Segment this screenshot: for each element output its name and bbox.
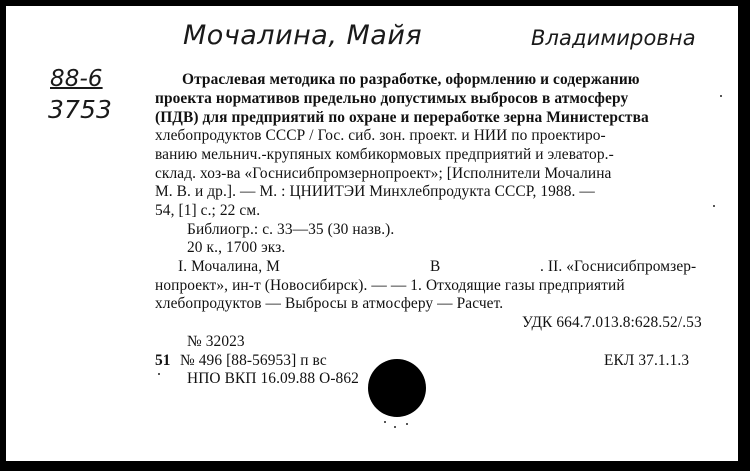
tracing-author: I. Мочалина, М	[178, 258, 280, 275]
card-number: № 32023	[187, 333, 245, 350]
tracing-corporate: . II. «Госнисибпромзер-	[540, 258, 697, 275]
tracing-author-initial: В	[430, 258, 441, 275]
scan-speck	[158, 373, 160, 375]
entry-physical-description: 54, [1] с.; 22 см.	[155, 202, 261, 219]
entry-title-line-6: склад. хоз-ва «Госнисибпромзернопроект»; [Исполнители Мочалина	[155, 165, 612, 182]
tracing-subjects-cont: хлебопродуктов — Выбросы в атмосферу — Расчет.	[155, 295, 504, 312]
handwritten-shelf-mark: 88-6	[50, 66, 103, 92]
scan-speck	[394, 426, 396, 428]
handwritten-patronymic: Владимировна	[531, 26, 696, 50]
order-prefix: 51	[155, 352, 171, 369]
ekl-code: ЕКЛ 37.1.1.3	[604, 352, 690, 369]
order-number: № 496 [88-56953] п вс	[180, 352, 327, 369]
handwritten-call-number: 3753	[48, 95, 113, 124]
handwritten-author-name: Мочалина, Майя	[183, 20, 423, 51]
edition-note: 20 к., 1700 экз.	[187, 239, 286, 256]
punch-hole	[368, 359, 426, 417]
bibliography-note: Библиогр.: с. 33—35 (30 назв.).	[187, 221, 395, 238]
scan-border-top	[0, 0, 750, 6]
scan-border-right	[738, 0, 750, 471]
scan-border-bottom	[0, 461, 750, 471]
scan-speck	[720, 95, 722, 97]
entry-title-line-3: (ПДВ) для предприятий по охране и переработке зерна Министерства	[155, 109, 649, 126]
scan-speck	[406, 423, 408, 425]
scan-speck	[713, 205, 715, 207]
entry-title-line-5: ванию мельнич.-крупяных комбикормовых предприятий и элеватор.-	[155, 146, 614, 163]
entry-title-line-1: Отраслевая методика по разработке, оформлению и содержанию	[182, 71, 640, 88]
entry-title-line-4: хлебопродуктов СССР / Гос. сиб. зон. проект. и НИИ по проектиро-	[155, 127, 606, 144]
entry-title-line-7: М. В. и др.]. — М. : ЦНИИТЭИ Минхлебпродукта СССР, 1988. —	[155, 183, 595, 200]
tracing-subjects: нопроект», ин-т (Новосибирск). — — 1. Отходящие газы предприятий	[155, 277, 625, 294]
udc-code: УДК 664.7.013.8:628.52/.53	[522, 314, 702, 331]
publisher-stamp: НПО ВКП 16.09.88 О-862	[187, 370, 359, 387]
scan-border-left	[0, 0, 6, 471]
scan-speck	[384, 421, 386, 423]
entry-title-line-2: проекта нормативов предельно допустимых выбросов в атмосферу	[155, 90, 629, 107]
